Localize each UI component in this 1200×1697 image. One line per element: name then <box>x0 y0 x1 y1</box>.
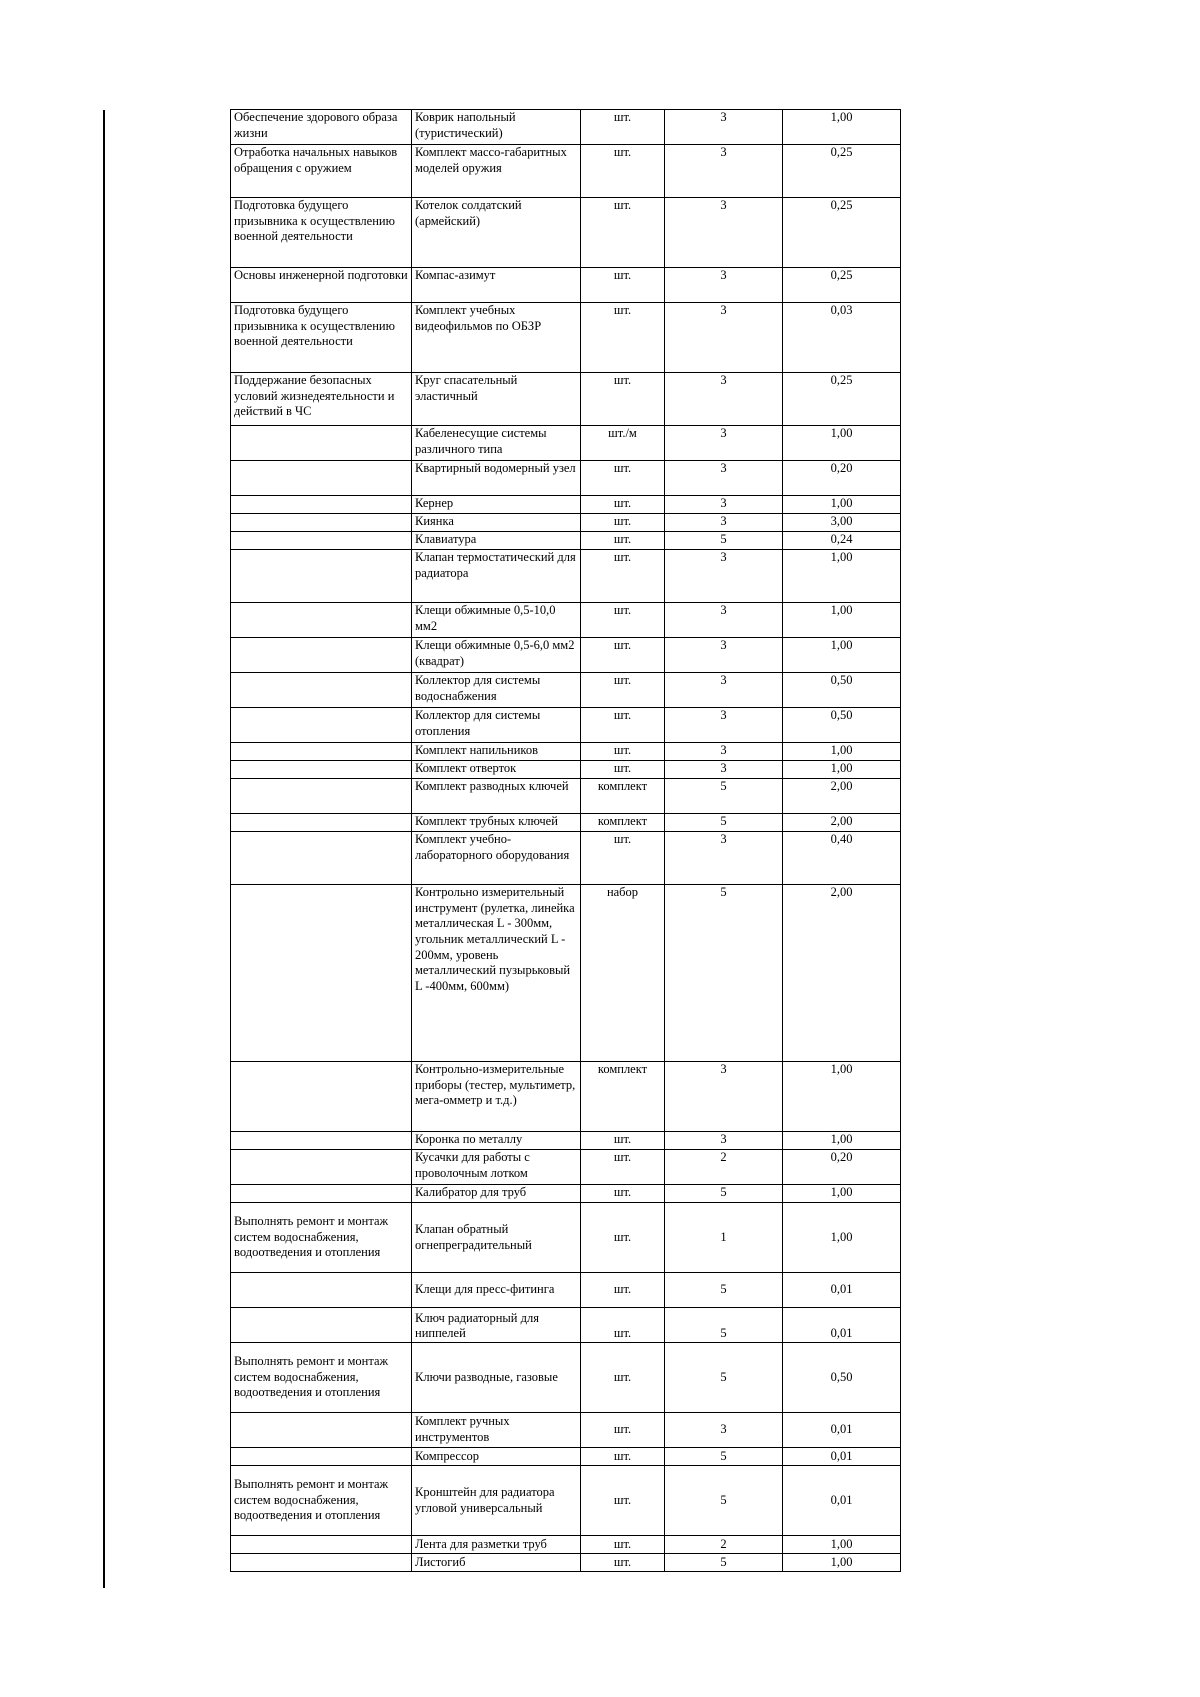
quantity-cell: 2,00 <box>783 814 901 832</box>
discipline-cell <box>231 426 412 461</box>
equipment-name-cell: Коллектор для системы водоснабжения <box>412 673 581 708</box>
equipment-table-body <box>231 110 901 1572</box>
quantity-cell: 0,25 <box>783 198 901 268</box>
quantity-cell: 1,00 <box>783 638 901 673</box>
equipment-name-cell: Комплект учебных видеофильмов по ОБЗР <box>412 303 581 373</box>
unit-cell: шт. <box>581 761 665 779</box>
table-row <box>231 514 901 532</box>
discipline-cell <box>231 885 412 1062</box>
equipment-name-cell: Контрольно-измерительные приборы (тестер, мультиметр, мега-омметр и т.д.) <box>412 1062 581 1132</box>
level-cell: 5 <box>665 885 783 1062</box>
equipment-name-cell: Комплект учебно-лабораторного оборудования <box>412 832 581 885</box>
equipment-name-cell: Кернер <box>412 496 581 514</box>
discipline-cell: Выполнять ремонт и монтаж систем водоснабжения, водоотведения и отопления <box>231 1203 412 1273</box>
discipline-cell <box>231 461 412 496</box>
equipment-name-cell: Калибратор для труб <box>412 1185 581 1203</box>
level-cell: 3 <box>665 110 783 145</box>
discipline-cell <box>231 779 412 814</box>
equipment-name-cell: Компрессор <box>412 1448 581 1466</box>
quantity-cell: 2,00 <box>783 885 901 1062</box>
unit-cell: шт. <box>581 373 665 426</box>
quantity-cell: 0,25 <box>783 145 901 198</box>
quantity-cell: 1,00 <box>783 761 901 779</box>
level-cell: 3 <box>665 638 783 673</box>
equipment-table <box>230 109 901 1572</box>
table-row <box>231 1448 901 1466</box>
quantity-cell: 0,20 <box>783 1150 901 1185</box>
equipment-name-cell: Квартирный водомерный узел <box>412 461 581 496</box>
quantity-cell: 1,00 <box>783 550 901 603</box>
unit-cell: шт. <box>581 1554 665 1572</box>
equipment-name-cell: Клещи обжимные 0,5-6,0 мм2 (квадрат) <box>412 638 581 673</box>
equipment-name-cell: Комплект отверток <box>412 761 581 779</box>
equipment-name-cell: Кронштейн для радиатора угловой универсальный <box>412 1466 581 1536</box>
equipment-name-cell: Комплект ручных инструментов <box>412 1413 581 1448</box>
level-cell: 5 <box>665 814 783 832</box>
table-row <box>231 708 901 743</box>
equipment-name-cell: Клапан обратный огнепреградительный <box>412 1203 581 1273</box>
unit-cell: шт. <box>581 1466 665 1536</box>
table-row <box>231 1150 901 1185</box>
unit-cell: шт. <box>581 1185 665 1203</box>
equipment-name-cell: Комплект массо-габаритных моделей оружия <box>412 145 581 198</box>
equipment-name-cell: Клапан термостатический для радиатора <box>412 550 581 603</box>
discipline-cell <box>231 550 412 603</box>
level-cell: 5 <box>665 1554 783 1572</box>
unit-cell: шт. <box>581 532 665 550</box>
table-row <box>231 638 901 673</box>
level-cell: 3 <box>665 461 783 496</box>
quantity-cell: 1,00 <box>783 1062 901 1132</box>
equipment-name-cell: Коллектор для системы отопления <box>412 708 581 743</box>
equipment-name-cell: Котелок солдатский (армейский) <box>412 198 581 268</box>
unit-cell: шт. <box>581 638 665 673</box>
table-row <box>231 1062 901 1132</box>
level-cell: 5 <box>665 1343 783 1413</box>
table-row <box>231 603 901 638</box>
equipment-name-cell: Комплект разводных ключей <box>412 779 581 814</box>
level-cell: 1 <box>665 1203 783 1273</box>
quantity-cell: 2,00 <box>783 779 901 814</box>
table-row <box>231 1536 901 1554</box>
quantity-cell: 0,01 <box>783 1466 901 1536</box>
quantity-cell: 0,50 <box>783 1343 901 1413</box>
unit-cell: шт. <box>581 1413 665 1448</box>
quantity-cell: 0,01 <box>783 1413 901 1448</box>
equipment-name-cell: Ключ радиаторный для ниппелей <box>412 1308 581 1343</box>
level-cell: 5 <box>665 779 783 814</box>
quantity-cell: 1,00 <box>783 1536 901 1554</box>
discipline-cell <box>231 1554 412 1572</box>
quantity-cell: 1,00 <box>783 110 901 145</box>
equipment-name-cell: Коронка по металлу <box>412 1132 581 1150</box>
quantity-cell: 0,24 <box>783 532 901 550</box>
quantity-cell: 1,00 <box>783 426 901 461</box>
unit-cell: шт. <box>581 1536 665 1554</box>
table-row <box>231 743 901 761</box>
quantity-cell: 0,25 <box>783 268 901 303</box>
level-cell: 3 <box>665 673 783 708</box>
discipline-cell <box>231 514 412 532</box>
equipment-name-cell: Компас-азимут <box>412 268 581 303</box>
level-cell: 5 <box>665 1308 783 1343</box>
table-row <box>231 673 901 708</box>
quantity-cell: 3,00 <box>783 514 901 532</box>
unit-cell: шт. <box>581 550 665 603</box>
unit-cell: шт. <box>581 1448 665 1466</box>
discipline-cell <box>231 1448 412 1466</box>
table-row <box>231 1132 901 1150</box>
quantity-cell: 1,00 <box>783 1554 901 1572</box>
discipline-cell <box>231 1536 412 1554</box>
level-cell: 5 <box>665 1185 783 1203</box>
level-cell: 3 <box>665 145 783 198</box>
unit-cell: шт. <box>581 1343 665 1413</box>
table-row <box>231 145 901 198</box>
level-cell: 3 <box>665 303 783 373</box>
equipment-name-cell: Листогиб <box>412 1554 581 1572</box>
discipline-cell <box>231 1185 412 1203</box>
discipline-cell <box>231 638 412 673</box>
table-row <box>231 885 901 1062</box>
table-row <box>231 1308 901 1343</box>
equipment-name-cell: Клещи обжимные 0,5-10,0 мм2 <box>412 603 581 638</box>
unit-cell: шт. <box>581 1203 665 1273</box>
unit-cell: комплект <box>581 1062 665 1132</box>
table-row <box>231 532 901 550</box>
quantity-cell: 0,01 <box>783 1273 901 1308</box>
level-cell: 3 <box>665 550 783 603</box>
equipment-name-cell: Комплект трубных ключей <box>412 814 581 832</box>
unit-cell: шт. <box>581 1273 665 1308</box>
level-cell: 3 <box>665 761 783 779</box>
table-row <box>231 814 901 832</box>
discipline-cell <box>231 496 412 514</box>
level-cell: 3 <box>665 832 783 885</box>
level-cell: 3 <box>665 708 783 743</box>
unit-cell: набор <box>581 885 665 1062</box>
equipment-name-cell: Клавиатура <box>412 532 581 550</box>
discipline-cell <box>231 1150 412 1185</box>
equipment-name-cell: Киянка <box>412 514 581 532</box>
discipline-cell <box>231 673 412 708</box>
quantity-cell: 0,40 <box>783 832 901 885</box>
table-row <box>231 550 901 603</box>
discipline-cell <box>231 1413 412 1448</box>
table-row <box>231 198 901 268</box>
table-row <box>231 1413 901 1448</box>
discipline-cell <box>231 814 412 832</box>
discipline-cell <box>231 1062 412 1132</box>
discipline-cell: Отработка начальных навыков обращения с оружием <box>231 145 412 198</box>
level-cell: 3 <box>665 743 783 761</box>
unit-cell: шт. <box>581 1308 665 1343</box>
table-row <box>231 779 901 814</box>
quantity-cell: 0,20 <box>783 461 901 496</box>
table-row <box>231 1554 901 1572</box>
quantity-cell: 1,00 <box>783 603 901 638</box>
unit-cell: шт. <box>581 708 665 743</box>
level-cell: 3 <box>665 268 783 303</box>
level-cell: 3 <box>665 373 783 426</box>
discipline-cell: Поддержание безопасных условий жизнедеятельности и действий в ЧС <box>231 373 412 426</box>
table-row <box>231 1466 901 1536</box>
level-cell: 5 <box>665 1466 783 1536</box>
table-row <box>231 426 901 461</box>
quantity-cell: 0,01 <box>783 1308 901 1343</box>
table-row <box>231 761 901 779</box>
unit-cell: шт. <box>581 496 665 514</box>
equipment-name-cell: Круг спасательный эластичный <box>412 373 581 426</box>
discipline-cell <box>231 532 412 550</box>
quantity-cell: 1,00 <box>783 496 901 514</box>
table-row <box>231 832 901 885</box>
unit-cell: шт. <box>581 1150 665 1185</box>
equipment-name-cell: Лента для разметки труб <box>412 1536 581 1554</box>
quantity-cell: 0,03 <box>783 303 901 373</box>
discipline-cell <box>231 1308 412 1343</box>
level-cell: 3 <box>665 1132 783 1150</box>
level-cell: 5 <box>665 1448 783 1466</box>
unit-cell: шт. <box>581 603 665 638</box>
level-cell: 3 <box>665 603 783 638</box>
discipline-cell <box>231 1132 412 1150</box>
level-cell: 3 <box>665 514 783 532</box>
table-row <box>231 268 901 303</box>
equipment-name-cell: Кусачки для работы с проволочным лотком <box>412 1150 581 1185</box>
discipline-cell <box>231 603 412 638</box>
table-row <box>231 373 901 426</box>
quantity-cell: 0,25 <box>783 373 901 426</box>
level-cell: 3 <box>665 1413 783 1448</box>
quantity-cell: 1,00 <box>783 1185 901 1203</box>
unit-cell: шт. <box>581 832 665 885</box>
unit-cell: шт./м <box>581 426 665 461</box>
unit-cell: шт. <box>581 743 665 761</box>
discipline-cell <box>231 743 412 761</box>
level-cell: 3 <box>665 1062 783 1132</box>
table-row <box>231 1273 901 1308</box>
table-row <box>231 303 901 373</box>
quantity-cell: 1,00 <box>783 1132 901 1150</box>
table-row <box>231 496 901 514</box>
quantity-cell: 0,01 <box>783 1448 901 1466</box>
quantity-cell: 0,50 <box>783 673 901 708</box>
quantity-cell: 1,00 <box>783 743 901 761</box>
left-margin-rule <box>103 110 105 1588</box>
level-cell: 5 <box>665 532 783 550</box>
equipment-name-cell: Коврик напольный (туристический) <box>412 110 581 145</box>
level-cell: 2 <box>665 1150 783 1185</box>
table-row <box>231 1203 901 1273</box>
unit-cell: шт. <box>581 1132 665 1150</box>
level-cell: 3 <box>665 426 783 461</box>
discipline-cell: Основы инженерной подготовки <box>231 268 412 303</box>
level-cell: 5 <box>665 1273 783 1308</box>
unit-cell: шт. <box>581 145 665 198</box>
table-row <box>231 1343 901 1413</box>
discipline-cell: Выполнять ремонт и монтаж систем водоснабжения, водоотведения и отопления <box>231 1466 412 1536</box>
equipment-name-cell: Ключи разводные, газовые <box>412 1343 581 1413</box>
discipline-cell: Подготовка будущего призывника к осуществлению военной деятельности <box>231 198 412 268</box>
unit-cell: комплект <box>581 814 665 832</box>
table-row <box>231 461 901 496</box>
level-cell: 2 <box>665 1536 783 1554</box>
discipline-cell: Подготовка будущего призывника к осуществлению военной деятельности <box>231 303 412 373</box>
discipline-cell <box>231 761 412 779</box>
equipment-name-cell: Клещи для пресс-фитинга <box>412 1273 581 1308</box>
level-cell: 3 <box>665 198 783 268</box>
table-row <box>231 1185 901 1203</box>
equipment-name-cell: Комплект напильников <box>412 743 581 761</box>
level-cell: 3 <box>665 496 783 514</box>
unit-cell: шт. <box>581 268 665 303</box>
discipline-cell: Обеспечение здорового образа жизни <box>231 110 412 145</box>
unit-cell: шт. <box>581 514 665 532</box>
unit-cell: шт. <box>581 673 665 708</box>
quantity-cell: 1,00 <box>783 1203 901 1273</box>
table-row <box>231 110 901 145</box>
unit-cell: шт. <box>581 198 665 268</box>
equipment-name-cell: Кабеленесущие системы различного типа <box>412 426 581 461</box>
unit-cell: шт. <box>581 461 665 496</box>
unit-cell: шт. <box>581 110 665 145</box>
discipline-cell <box>231 708 412 743</box>
discipline-cell <box>231 1273 412 1308</box>
unit-cell: шт. <box>581 303 665 373</box>
unit-cell: комплект <box>581 779 665 814</box>
quantity-cell: 0,50 <box>783 708 901 743</box>
discipline-cell <box>231 832 412 885</box>
equipment-name-cell: Контрольно измерительный инструмент (рулетка, линейка металлическая L - 300мм, угольник металлический L - 200мм, уровень металлический пузырьковый L -400мм, 600мм) <box>412 885 581 1062</box>
discipline-cell: Выполнять ремонт и монтаж систем водоснабжения, водоотведения и отопления <box>231 1343 412 1413</box>
